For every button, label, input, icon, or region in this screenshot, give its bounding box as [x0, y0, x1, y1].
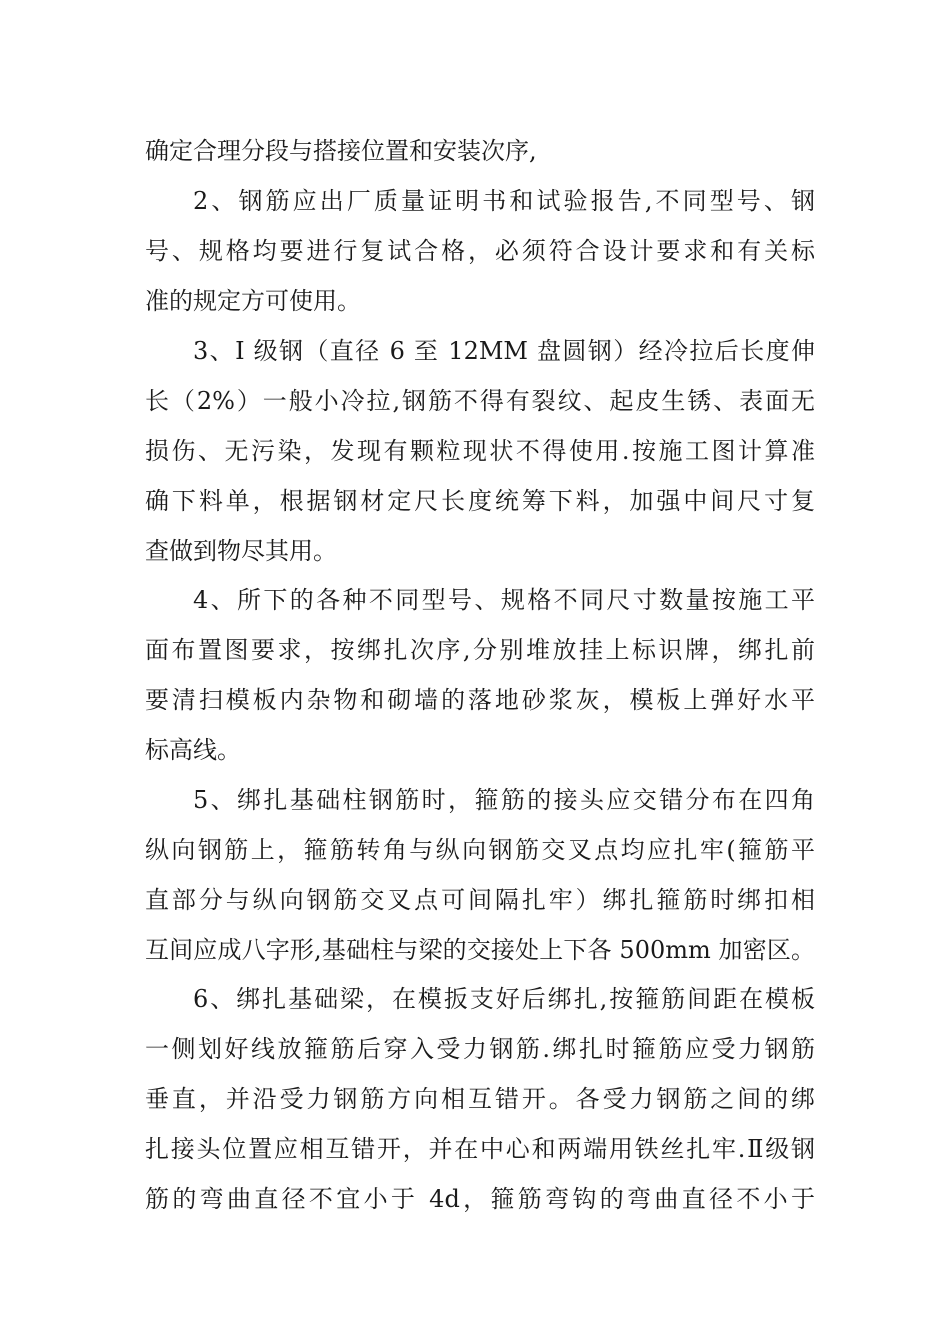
- text-line: 长（2%）一般小冷拉,钢筋不得有裂纹、起皮生锈、表面无: [145, 387, 815, 415]
- text-line: 直部分与纵向钢筋交叉点可间隔扎牢）绑扎箍筋时绑扣相: [145, 886, 815, 914]
- text-line: 确定合理分段与搭接位置和安装次序,: [145, 137, 537, 165]
- text-line: 5、绑扎基础柱钢筋时，箍筋的接头应交错分布在四角: [193, 786, 815, 814]
- text-line: 查做到物尽其用。: [145, 537, 337, 565]
- text-line: 互间应成八字形,基础柱与梁的交接处上下各 500mm 加密区。: [145, 936, 815, 964]
- text-line: 纵向钢筋上，箍筋转角与纵向钢筋交叉点均应扎牢(箍筋平: [145, 836, 815, 864]
- text-line: 2、钢筋应出厂质量证明书和试验报告,不同型号、钢: [193, 187, 815, 215]
- text-line: 面布置图要求，按绑扎次序,分别堆放挂上标识牌，绑扎前: [145, 636, 815, 664]
- text-line: 要清扫模板内杂物和砌墙的落地砂浆灰，模板上弹好水平: [145, 686, 815, 714]
- text-line: 3、I 级钢（直径 6 至 12MM 盘圆钢）经冷拉后长度伸: [193, 337, 815, 365]
- text-line: 损伤、无污染，发现有颗粒现状不得使用.按施工图计算准: [145, 437, 815, 465]
- text-line: 号、规格均要进行复试合格，必须符合设计要求和有关标: [145, 237, 815, 265]
- text-line: 标高线。: [145, 736, 241, 764]
- text-line: 扎接头位置应相互错开，并在中心和两端用铁丝扎牢.Ⅱ级钢: [145, 1135, 815, 1163]
- text-line: 确下料单，根据钢材定尺长度统筹下料，加强中间尺寸复: [145, 487, 815, 515]
- text-line: 垂直，并沿受力钢筋方向相互错开。各受力钢筋之间的绑: [145, 1085, 815, 1113]
- text-line: 6、绑扎基础梁，在模扳支好后绑扎,按箍筋间距在模板: [193, 985, 815, 1013]
- text-line: 4、所下的各种不同型号、规格不同尺寸数量按施工平: [193, 586, 815, 614]
- text-line: 筋的弯曲直径不宜小于 4d，箍筋弯钩的弯曲直径不小于: [145, 1185, 815, 1213]
- text-line: 一侧划好线放箍筋后穿入受力钢筋.绑扎时箍筋应受力钢筋: [145, 1035, 815, 1063]
- text-line: 准的规定方可使用。: [145, 287, 361, 315]
